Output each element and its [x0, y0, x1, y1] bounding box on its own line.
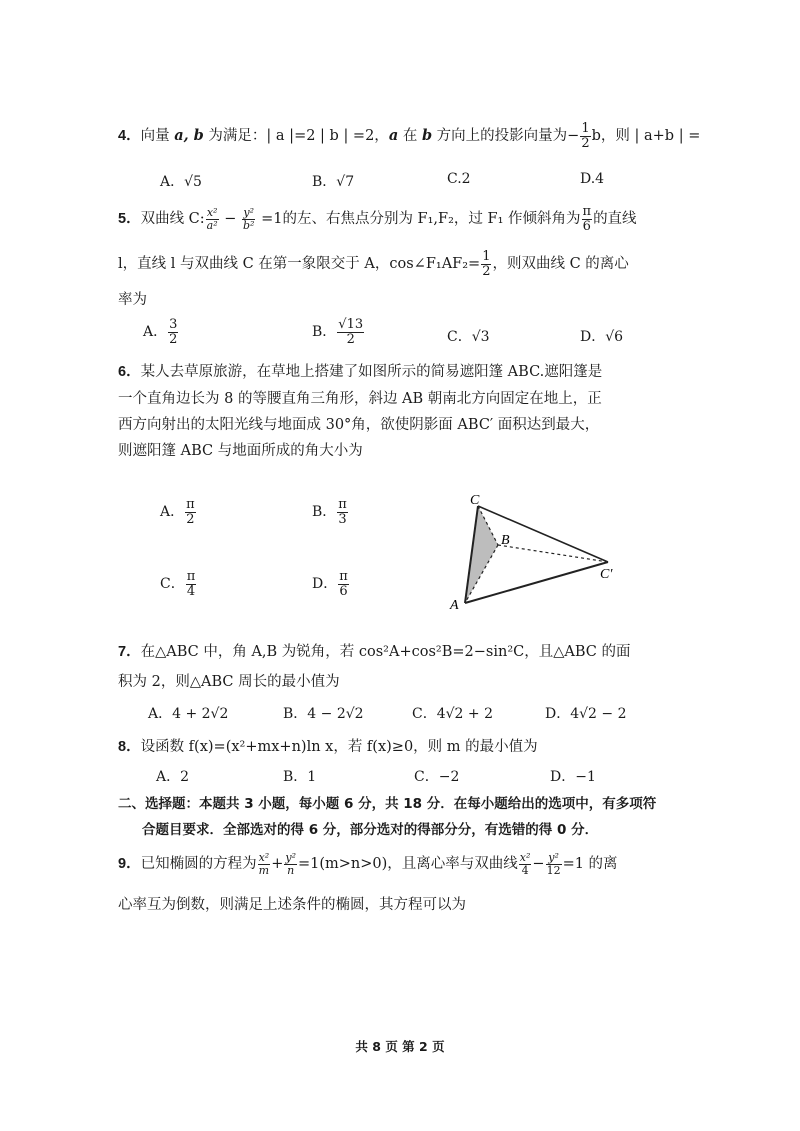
q6-line-1: 6．某人去草原旅游，在草地上搭建了如图所示的简易遮阳篷 ABC.遮阳篷是	[118, 364, 603, 380]
edge-bc-prime	[498, 545, 608, 562]
q4-option-c: C.2	[447, 171, 471, 187]
q8-option-a: A．2	[156, 769, 190, 785]
q9-line-2: 心率互为倒数，则满足上述条件的椭圆，其方程可以为	[118, 897, 466, 913]
q5-line-1: 5．双曲线 C: $\frac{\text{x²}}{\text{a²}}$ − $\frac{\text{y²}}{\text{b²}}$ =1的左、右焦点分别为 F₁,F₂，过 F₁ 作倾斜角为 $\frac{\pi}{6}$ 的直线	[118, 204, 637, 234]
q6-number: 6．	[118, 364, 141, 380]
q6-line-2: 一个直角边长为 8 的等腰直角三角形，斜边 AB 朝南北方向固定在地上，正	[118, 391, 602, 407]
q6-line-4: 则遮阳篷 ABC 与地面所成的角大小为	[118, 443, 363, 459]
q9-line-1: 9．已知椭圆的方程为 $\frac{\text{x²}}{m}$ + $\frac{\text{y²}}{n}$ =1(m>n>0)，且离心率与双曲线 $\frac{\text{x²}}{4}$ − $\frac{\text{y²}}{12}$ =1 的离	[118, 851, 618, 877]
q5-number: 5．	[118, 211, 141, 228]
q7-option-d: D．4√2 − 2	[545, 706, 627, 722]
label-c-prime: C′	[600, 567, 613, 582]
q5-option-d: D．√6	[580, 329, 624, 345]
label-b: B	[501, 533, 510, 548]
label-a: A	[450, 598, 459, 613]
q5-option-c: C．√3	[447, 329, 490, 345]
q6-option-d: D． $\frac{\pi}{6}$	[312, 569, 348, 599]
section-2-heading: 二、选择题：本题共 3 小题，每小题 6 分，共 18 分．在每小题给出的选项中，有多项符	[118, 796, 657, 812]
q7-option-a: A．4 + 2√2	[148, 706, 229, 722]
q7-line-1: 7．在△ABC 中，角 A,B 为锐角，若 cos²A+cos²B=2−sin²C，且△ABC 的面	[118, 644, 631, 660]
q6-option-c: C． $\frac{\pi}{4}$	[160, 569, 196, 599]
q4-half-fraction: $\frac{1}{2}$	[581, 121, 590, 151]
q8-option-b: B．1	[283, 769, 317, 785]
q7-option-c: C．4√2 + 2	[412, 706, 493, 722]
q5-option-a: A． $\frac{3}{2}$	[143, 317, 178, 347]
q8-option-d: D．−1	[550, 769, 596, 785]
q5-line-2: l，直线 l 与双曲线 C 在第一象限交于 A，cos∠F₁AF₂= $\frac{1}{2}$ ，则双曲线 C 的离心	[118, 249, 629, 279]
q9-number: 9．	[118, 856, 141, 873]
q5-option-b: B． $\frac{√13}{2}$	[312, 317, 364, 347]
edge-ac-prime	[465, 562, 608, 603]
q6-option-a: A． $\frac{\pi}{2}$	[160, 497, 195, 527]
section-2-instructions: 合题目要求．全部选对的得 6 分，部分选对的得部分分，有选错的得 0 分．	[142, 822, 599, 838]
q6-line-3: 西方向射出的太阳光线与地面成 30°角，欲使阴影面 ABC′ 面积达到最大，	[118, 417, 600, 433]
q7-number: 7．	[118, 644, 141, 660]
shade-face-acb	[465, 506, 498, 603]
q8-option-c: C．−2	[414, 769, 460, 785]
q8-line-1: 8．设函数 f(x)=(x²+mx+n)ln x，若 f(x)≥0，则 m 的最小值为	[118, 739, 538, 755]
label-c: C	[470, 493, 480, 508]
q4-option-d: D.4	[580, 171, 605, 187]
q7-line-2: 积为 2，则△ABC 周长的最小值为	[118, 674, 340, 690]
q4-stem: 4．向量 a, b 为满足：| a |=2 | b | =2，a 在 b 方向上的投影向量为− $\frac{1}{2}$ b，则 | a+b | =	[118, 121, 701, 151]
q4-number: 4．	[118, 128, 141, 145]
q5-line-3: 率为	[118, 292, 147, 308]
page-footer: 共 8 页 第 2 页	[355, 1039, 445, 1054]
q4-option-b: B．√7	[312, 174, 355, 190]
q6-figure-sunshade	[440, 490, 640, 615]
q8-number: 8．	[118, 739, 141, 755]
q4-option-a: A．√5	[160, 174, 202, 190]
q7-option-b: B．4 − 2√2	[283, 706, 364, 722]
q6-option-b: B． $\frac{\pi}{3}$	[312, 497, 347, 527]
edge-cc-prime	[478, 506, 608, 562]
